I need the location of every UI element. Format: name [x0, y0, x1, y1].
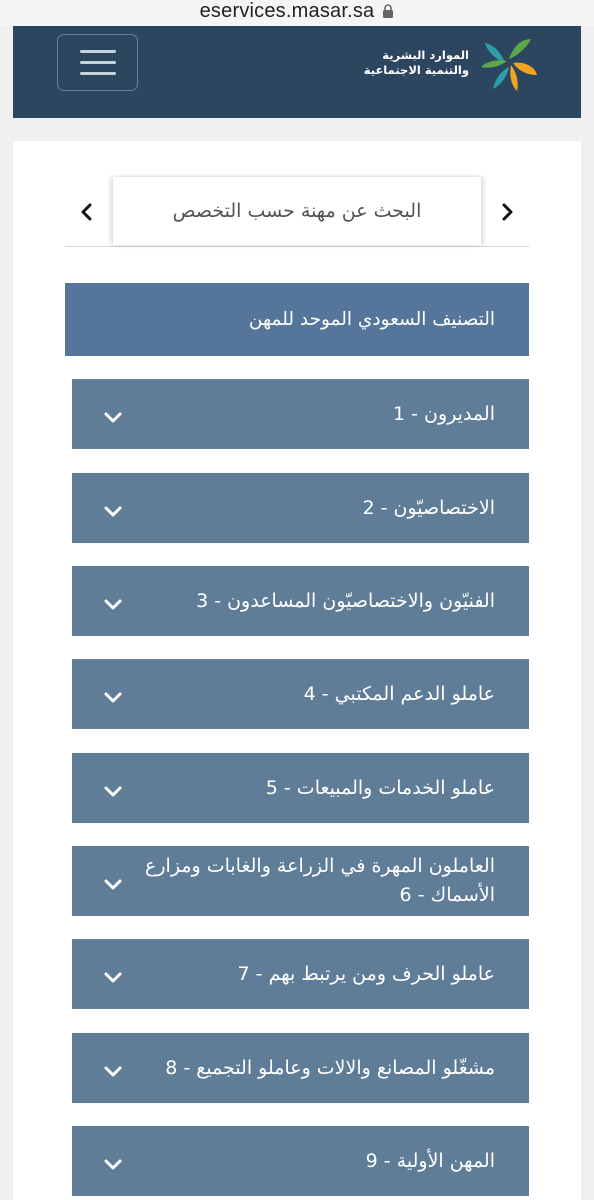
accordion-item-1[interactable] — [72, 379, 529, 449]
site-header — [13, 26, 581, 118]
ministry-logo[interactable] — [364, 36, 539, 90]
accordion-item-label: عاملو الدعم المكتبي - 4 — [303, 682, 495, 705]
menu-bar-icon — [80, 61, 116, 64]
accordion-item-label: العاملون المهرة في الزراعة والغابات ومزارع الأسماك - 6 — [145, 855, 495, 906]
accordion-item-7[interactable] — [72, 939, 529, 1009]
main-card — [13, 141, 581, 1200]
accordion-item-label: المديرون - 1 — [393, 402, 495, 425]
lock-icon — [382, 4, 394, 18]
accordion-item-8[interactable] — [72, 1033, 529, 1103]
accordion-item-4[interactable] — [72, 659, 529, 729]
tab-scroller — [65, 177, 529, 247]
chevron-right-icon[interactable] — [485, 185, 529, 239]
chevron-down-icon[interactable] — [102, 1060, 124, 1082]
chevron-down-icon[interactable] — [102, 780, 124, 802]
chevron-left-icon[interactable] — [65, 185, 109, 239]
url-text[interactable]: eservices.masar.sa — [199, 0, 375, 22]
menu-bar-icon — [80, 50, 116, 53]
section-title: التصنيف السعودي الموحد للمهن — [65, 283, 529, 356]
chevron-down-icon[interactable] — [102, 966, 124, 988]
accordion-item-label: عاملو الحرف ومن يرتبط بهم - 7 — [237, 962, 495, 985]
chevron-down-icon[interactable] — [102, 873, 124, 895]
accordion-item-label: الاختصاصيّون - 2 — [362, 496, 495, 519]
logo-emblem-icon — [479, 35, 539, 91]
accordion-item-5[interactable] — [72, 753, 529, 823]
chevron-down-icon[interactable] — [102, 686, 124, 708]
menu-button[interactable] — [57, 34, 138, 91]
tab-search-by-specialty[interactable]: البحث عن مهنة حسب التخصص — [113, 177, 481, 245]
menu-bar-icon — [80, 72, 116, 75]
accordion-item-label: عاملو الخدمات والمبيعات - 5 — [265, 776, 495, 799]
chevron-down-icon[interactable] — [102, 406, 124, 428]
accordion-item-3[interactable] — [72, 566, 529, 636]
accordion-item-label: مشغّلو المصانع والالات وعاملو التجميع - 8 — [165, 1056, 495, 1079]
chevron-down-icon[interactable] — [102, 1153, 124, 1175]
accordion-item-label: الفنيّون والاختصاصيّون المساعدون - 3 — [196, 589, 495, 612]
accordion-item-9[interactable] — [72, 1126, 529, 1196]
chevron-down-icon[interactable] — [102, 500, 124, 522]
logo-line-2: والتنمية الاجتماعية — [363, 63, 469, 77]
accordion-item-6[interactable] — [72, 846, 529, 916]
logo-line-1: الموارد البشرية — [382, 48, 469, 62]
chevron-down-icon[interactable] — [102, 593, 124, 615]
logo-text — [364, 48, 469, 78]
accordion-item-label: المهن الأولية - 9 — [365, 1149, 495, 1172]
accordion-item-2[interactable] — [72, 473, 529, 543]
browser-url-bar[interactable] — [0, 0, 594, 26]
